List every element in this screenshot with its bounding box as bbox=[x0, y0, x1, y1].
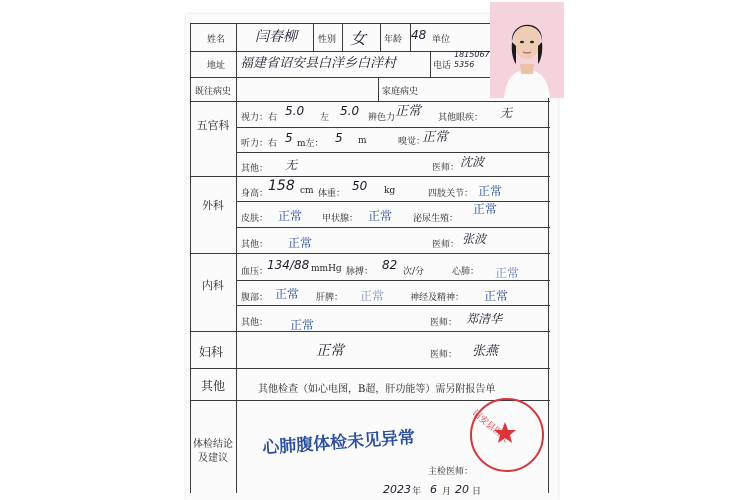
urinary-label: 泌尿生殖： bbox=[413, 214, 459, 224]
section-other: 其他 bbox=[201, 379, 226, 393]
pulse-value: 82 bbox=[382, 258, 398, 272]
unit-label: 单位 bbox=[432, 35, 451, 45]
skin-label: 皮肤： bbox=[241, 214, 269, 224]
liver-value: 正常 bbox=[360, 289, 385, 303]
smell-label: 嗅觉： bbox=[398, 137, 426, 147]
date-day: 20 bbox=[455, 483, 469, 496]
date-year-label: 年 bbox=[412, 487, 422, 497]
vision-left-label: 左 bbox=[320, 113, 330, 123]
gyn-doctor-signature: 张燕 bbox=[472, 344, 499, 359]
surgery-other-label: 其他： bbox=[241, 240, 269, 250]
grid-line bbox=[236, 201, 550, 202]
other-exam-note: 其他检查（如心电图，B超，肝功能等）需另附报告单 bbox=[258, 384, 496, 395]
section-surgery: 外科 bbox=[202, 199, 224, 212]
height-label: 身高： bbox=[241, 189, 269, 199]
past-history-label: 既往病史 bbox=[195, 87, 232, 97]
pulse-label: 脉搏： bbox=[346, 267, 374, 277]
thyroid-value: 正常 bbox=[368, 209, 393, 223]
hearing-label: 听力：右 bbox=[241, 139, 278, 149]
address-label: 地址 bbox=[207, 61, 226, 71]
applicant-photo bbox=[490, 2, 564, 98]
hearing-left-value: 5 bbox=[335, 131, 343, 145]
ent-doctor-signature: 沈波 bbox=[460, 155, 485, 169]
ent-other-label: 其他： bbox=[241, 164, 269, 174]
other-eye-value: 无 bbox=[500, 106, 513, 120]
height-value: 158 bbox=[268, 178, 295, 194]
grid-line bbox=[190, 331, 550, 332]
grid-line bbox=[236, 23, 237, 493]
hearing-right-value: 5 bbox=[285, 131, 293, 145]
grid-line bbox=[190, 176, 550, 177]
color-vision-label: 辨色力 bbox=[368, 113, 396, 123]
internal-other-value: 正常 bbox=[290, 318, 315, 332]
surgery-doctor-signature: 张波 bbox=[462, 232, 487, 246]
name-value: 闫春柳 bbox=[255, 29, 297, 45]
grid-line bbox=[190, 253, 550, 254]
section-internal: 内科 bbox=[202, 279, 224, 292]
ent-other-value: 无 bbox=[285, 158, 298, 172]
address-value: 福建省诏安县白洋乡白洋村 bbox=[240, 56, 397, 71]
section-conclusion: 体检结论及建议 bbox=[193, 439, 233, 464]
liver-label: 肝脾： bbox=[316, 293, 344, 303]
phone-label: 电话 bbox=[433, 61, 452, 71]
neuro-value: 正常 bbox=[484, 289, 509, 303]
internal-other-label: 其他： bbox=[241, 318, 269, 328]
portrait-image bbox=[490, 2, 564, 98]
grid-line bbox=[380, 23, 381, 51]
heart-label: 心肺： bbox=[452, 267, 480, 277]
internal-doctor-label: 医师： bbox=[430, 318, 458, 328]
urinary-value: 正常 bbox=[473, 202, 498, 216]
vision-left-value: 5.0 bbox=[340, 104, 360, 118]
thyroid-label: 甲状腺： bbox=[322, 214, 359, 224]
color-vision-value: 正常 bbox=[395, 104, 422, 119]
grid-line bbox=[236, 227, 550, 228]
weight-value: 50 bbox=[352, 179, 368, 193]
weight-unit: kg bbox=[384, 186, 396, 196]
family-history-label: 家庭病史 bbox=[382, 87, 419, 97]
age-value: 48 bbox=[411, 28, 427, 42]
hospital-seal bbox=[470, 398, 544, 472]
gyn-result: 正常 bbox=[316, 343, 344, 359]
surgery-other-value: 正常 bbox=[288, 236, 313, 250]
skin-value: 正常 bbox=[278, 209, 303, 223]
hearing-unit-label: m bbox=[358, 136, 367, 146]
ent-doctor-label: 医师： bbox=[432, 163, 460, 173]
gyn-doctor-label: 医师： bbox=[430, 350, 458, 360]
phone-value: 18150675356 bbox=[454, 50, 490, 69]
section-gyn: 妇科 bbox=[199, 345, 224, 359]
heart-value: 正常 bbox=[495, 266, 520, 280]
grid-line bbox=[378, 77, 379, 101]
height-unit: cm bbox=[300, 186, 314, 196]
date-month-label: 月 bbox=[442, 487, 452, 497]
pulse-unit: 次/分 bbox=[403, 267, 425, 277]
vision-label: 视力：右 bbox=[241, 113, 278, 123]
grid-line bbox=[190, 23, 191, 493]
grid-line bbox=[236, 305, 550, 306]
date-day-label: 日 bbox=[472, 487, 482, 497]
grid-line bbox=[236, 127, 550, 128]
internal-doctor-signature: 郑清华 bbox=[466, 312, 503, 326]
bp-value: 134/88 bbox=[267, 258, 310, 272]
grid-line bbox=[430, 51, 431, 77]
section-ent: 五官科 bbox=[196, 119, 230, 132]
chief-doctor-label: 主检医师： bbox=[428, 467, 474, 477]
surgery-doctor-label: 医师： bbox=[432, 240, 460, 250]
grid-line bbox=[190, 368, 550, 369]
hearing-left-label: m左： bbox=[297, 139, 324, 149]
grid-line bbox=[313, 23, 314, 51]
grid-line bbox=[190, 101, 550, 102]
grid-line bbox=[342, 23, 343, 51]
gender-value: 女 bbox=[350, 29, 367, 48]
other-eye-label: 其他眼疾： bbox=[438, 113, 484, 123]
vision-right-value: 5.0 bbox=[285, 104, 305, 118]
abdomen-value: 正常 bbox=[275, 287, 300, 301]
limbs-label: 四肢关节： bbox=[428, 189, 474, 199]
seal-text: 诏安县医院 bbox=[469, 408, 511, 445]
bp-label: 血压： bbox=[241, 267, 269, 277]
grid-line bbox=[236, 152, 550, 153]
age-label: 年龄 bbox=[384, 35, 403, 45]
date-month: 6 bbox=[430, 483, 437, 496]
name-label: 姓名 bbox=[207, 35, 226, 45]
smell-value: 正常 bbox=[422, 130, 449, 145]
bp-unit: mmHg bbox=[311, 264, 342, 274]
gender-label: 性别 bbox=[318, 35, 337, 45]
limbs-value: 正常 bbox=[478, 184, 503, 198]
neuro-label: 神经及精神： bbox=[410, 293, 465, 303]
date-year: 2023 bbox=[383, 483, 411, 496]
weight-label: 体重： bbox=[318, 189, 346, 199]
conclusion-stamp: 心肺腹体检未见异常 bbox=[261, 427, 416, 459]
abdomen-label: 腹部： bbox=[241, 293, 269, 303]
